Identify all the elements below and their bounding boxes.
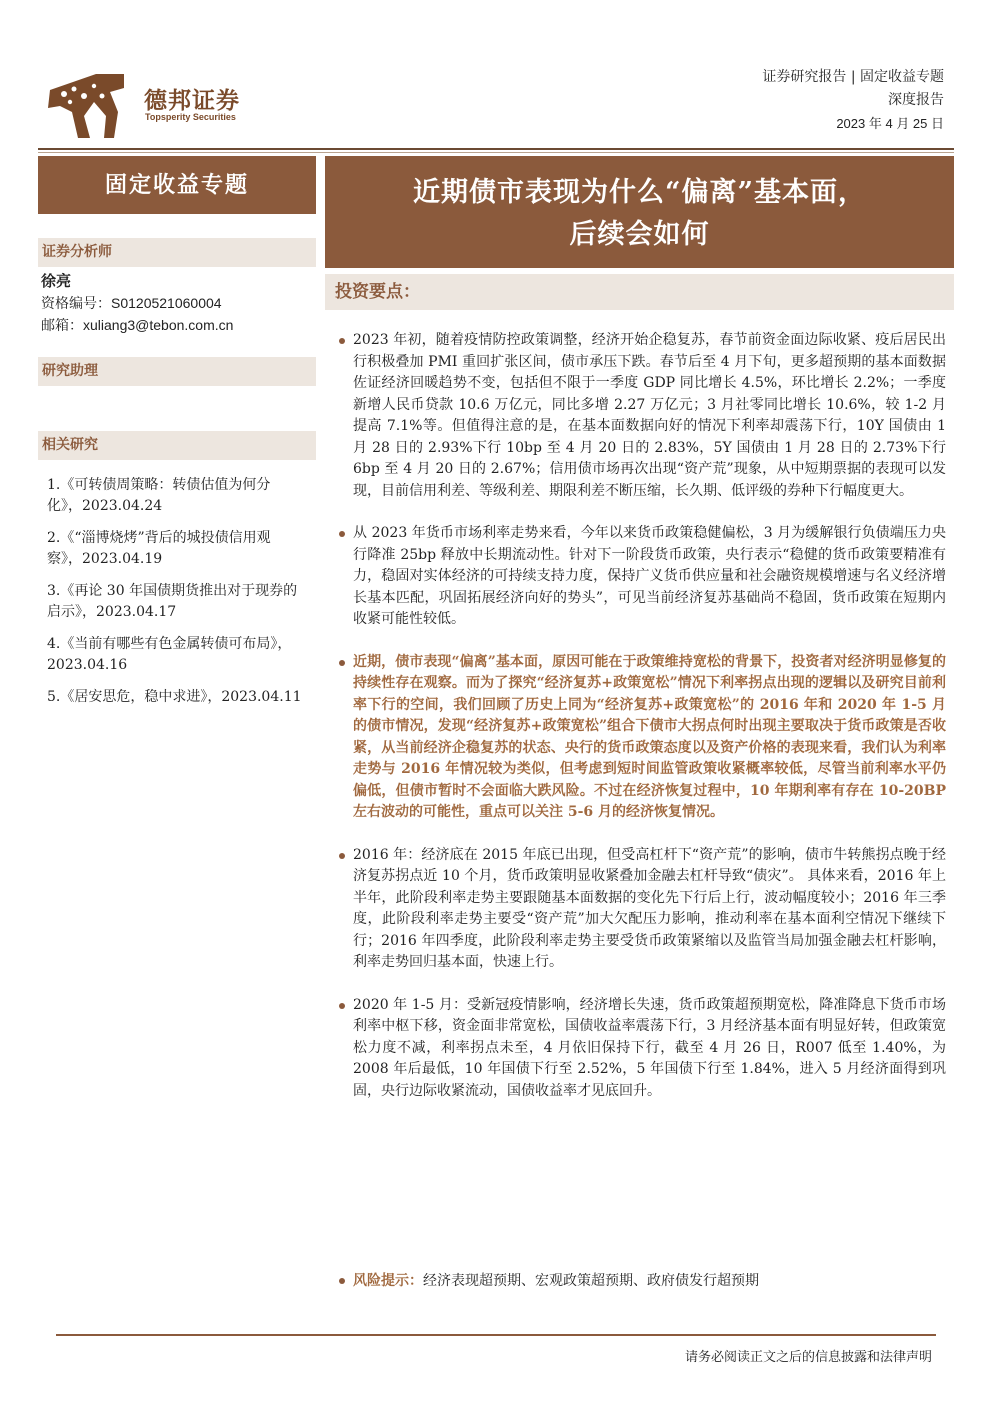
footer-disclaimer: 请务必阅读正文之后的信息披露和法律声明 <box>684 1350 932 1365</box>
key-point: 2023 年初，随着疫情防控政策调整，经济开始企稳复苏，春节前资金面边际收紧、疫后居民出行积极叠加 PMI 重回扩张区间，债市承压下跌。春节后至 4 月下旬，更多超预期的基本面数据佐证经济回暖趋势不变，包括但不限于一季度 GDP 同比增长 4.5%，环比增长 2.2%；一季度新增人民币贷款 10.6 万亿元，同比多增 2.27 万亿元；3 月社零同比增长 10.6%，较 1-2 月提高 7.1%等。但值得注意的是，在基本面数据向好的情况下利率却震荡下行，10Y 国债由 1 月 28 日的 2.93%下行 10bp 至 4 月 20 日的 2.83%，5Y 国债由 1 月 28 日的 2.73%下行 6bp 至 4 月 20 日的 2.67%；信用债市场再次出现“资产荒”现象，从中短期票据的表现可以发现，目前信用利差、等级利差、期限利差不断压缩，长久期、低评级的券种下行幅度更大。 <box>338 330 946 502</box>
key-points-heading: 投资要点： <box>325 274 954 310</box>
analyst-email: 邮箱：xuliang3@tebon.com.cn <box>41 317 234 333</box>
key-point: 2020 年 1-5 月：受新冠疫情影响，经济增长失速，货币政策超预期宽松，降准降息下货币市场利率中枢下移，资金面非常宽松，国债收益率震荡下行，3 月经济基本面有明显好转，但政策宽松力度不减，利率拐点未至，4 月依旧保持下行，截至 4 月 26 日，R007 低至 1.40%，为 2008 年后最低，10 年国债下行至 2.52%，5 年国债下行至 1.84%，进入 5 月经济面得到巩固，央行边际收紧流动，国债收益率才见底回升。 <box>338 995 946 1103</box>
related-item: 3.《再论 30 年国债期货推出对于现券的启示》，2023.04.17 <box>47 583 298 620</box>
report-type: 证券研究报告 | 固定收益专题 <box>762 69 944 85</box>
risk-warning <box>338 1270 946 1292</box>
report-subtype: 深度报告 <box>888 92 944 108</box>
risk-label: 风险提示： <box>353 1273 423 1289</box>
title-line-1: 近期债市表现为什么“偏离”基本面， <box>412 177 867 208</box>
header-rule <box>38 148 954 150</box>
risk-text: 经济表现超预期、宏观政策超预期、政府债发行超预期 <box>423 1273 759 1289</box>
key-point: 从 2023 年货币市场利率走势来看，今年以来货币政策稳健偏松，3 月为缓解银行负债端压力央行降准 25bp 释放中长期流动性。针对下一阶段货币政策，央行表示“稳健的货币政策要精准有力，稳固对实体经济的可持续支持力度，保持广义货币供应量和社会融资规模增速与名义经济增长基本匹配，巩固拓展经济向好的势头”，可见当前经济复苏基础尚不稳固，货币政策在短期内收紧可能性较低。 <box>338 523 946 631</box>
report-date: 2023 年 4 月 25 日 <box>836 116 944 131</box>
footer-rule <box>56 1334 936 1336</box>
leopard-logo-icon <box>44 72 126 142</box>
header-rule-thin <box>38 152 954 153</box>
brand-logo <box>44 72 264 142</box>
related-item: 4.《当前有哪些有色金属转债可布局》，2023.04.16 <box>47 636 292 673</box>
analyst-heading: 证券分析师 <box>38 238 316 267</box>
brand-name-cn: 德邦证券 <box>144 88 240 114</box>
report-title <box>325 156 954 268</box>
related-item: 2.《“淄博烧烤”背后的城投债信用观察》，2023.04.19 <box>47 530 271 567</box>
related-heading: 相关研究 <box>38 431 316 460</box>
analyst-cert: 资格编号：S0120521060004 <box>41 295 222 311</box>
assistant-heading: 研究助理 <box>38 357 316 386</box>
analyst-info <box>41 270 233 336</box>
title-line-2: 后续会如何 <box>569 219 710 250</box>
key-point: 2016 年：经济底在 2015 年底已出现，但受高杠杆下“资产荒”的影响，债市牛转熊拐点晚于经济复苏拐点近 10 个月，货币政策明显收紧叠加金融去杠杆导致“债灾”。 具体来看，2016 年上半年，此阶段利率走势主要跟随基本面数据的变化先下行后上行，波动幅度较小；2016 年三季度，此阶段利率走势主要受“资产荒”加大欠配压力影响，推动利率在基本面利空情况下继续下行；2016 年四季度，此阶段利率走势主要受货币政策紧缩以及监管当局加强金融去杠杆影响，利率走势回归基本面，快速上行。 <box>338 845 946 974</box>
related-item: 1.《可转债周策略：转债估值为何分化》，2023.04.24 <box>47 477 271 514</box>
brand-name-en: Topsperity Securities <box>145 112 236 122</box>
related-item: 5.《居安思危，稳中求进》，2023.04.11 <box>47 689 302 705</box>
report-header <box>762 66 944 135</box>
analyst-name: 徐亮 <box>41 272 72 290</box>
key-point-emphasis: 近期，债市表现“偏离”基本面，原因可能在于政策维持宽松的背景下，投资者对经济明显修复的持续性存在观察。而为了探究“经济复苏+政策宽松”情况下利率拐点出现的逻辑以及研究目前利率下行的空间，我们回顾了历史上同为“经济复苏+政策宽松”的 2016 年和 2020 年 1-5 月的债市情况，发现“经济复苏+政策宽松”组合下债市大拐点何时出现主要取决于货币政策是否收紧，从当前经济企稳复苏的状态、央行的货币政策态度以及资产价格的表现来看，我们认为利率走势与 2016 年情况较为类似，但考虑到短时间监管政策收紧概率较低，尽管当前利率水平仍偏低，但债市暂时不会面临大跌风险。不过在经济恢复过程中，10 年期利率有存在 10-20BP 左右波动的可能性，重点可以关注 5-6 月的经济恢复情况。 <box>338 652 946 824</box>
key-points-list <box>338 330 946 1123</box>
category-tag: 固定收益专题 <box>38 156 316 214</box>
related-research-list <box>47 475 305 719</box>
